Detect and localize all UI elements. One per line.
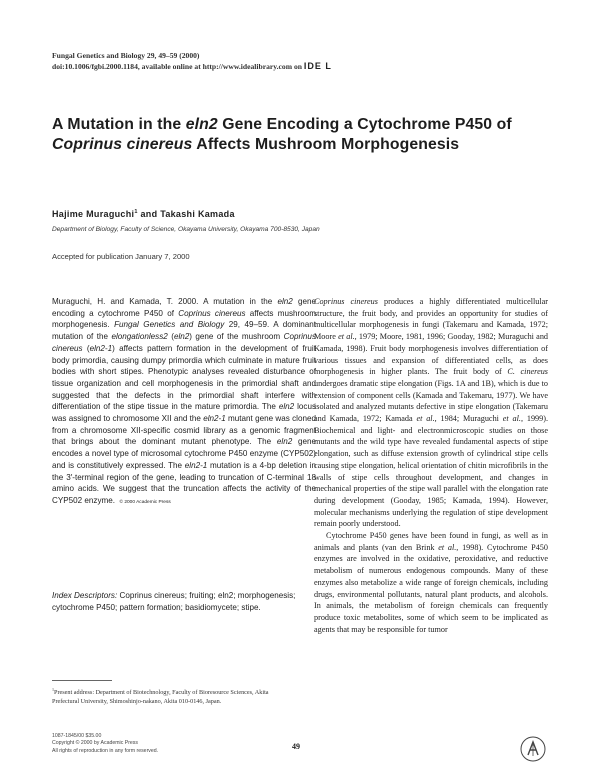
abstract-text: ) affects pattern formation in the development of fruit body primordia, causing dumpy primordia which culminate in mature fruit bodies with short stipes. Phenotypic analyses revealed disturbance of tissue organization and cell morphogenesis in the primordial shaft and suggested that the defects in the primordial shaft interfere with differentiation of the stipe tissue in the mature primordia. The — [52, 343, 316, 412]
abstract-italic: eln2 — [277, 297, 293, 306]
body-italic: et al. — [438, 542, 457, 552]
footnote-divider — [52, 680, 112, 681]
descriptors-label: Index Descriptors: — [52, 591, 118, 600]
abstract-copyright: © 2000 Academic Press — [119, 499, 171, 505]
author-name: and Takashi Kamada — [137, 209, 235, 219]
abstract-text: gene encodes a novel type of microsomal cytochrome P450 enzyme (CYP502) and is constitutively expressed. The — [52, 437, 316, 470]
abstract-italic: eln2 — [276, 437, 293, 447]
journal-doi-line — [52, 61, 552, 72]
rights-line: All rights of reproduction in any form reserved. — [52, 747, 159, 754]
body-span: produces a highly differentiated multicellular structure, the fruit body, and provides an opportunity for studies of multicellular morphogenesis in fungi (Takemaru and Kamada, 1972; Moore — [314, 297, 548, 342]
title-part: Affects Mushroom Morphogenesis — [192, 136, 460, 153]
author-list — [52, 209, 235, 219]
body-span: , 1979; Moore, 1981, 1996; Gooday, 1982; Muraguchi and Kamada, 1998). Fruit body morphogenesis involves differentiation of various tissues and expansion of differentiated cells, as does morphogenesis in higher plants. The fruit body of — [314, 332, 549, 377]
author-footnote-mark: 1 — [134, 209, 138, 215]
body-span: undergoes dramatic stipe elongation (Figs. 1A and 1B), which is due to extension of component cells (Kamada and Takemaru, 1977). We have isolated and analyzed mutants defective in stipe elongation (Takemaru and Kamada, 1972; Kamada — [314, 378, 548, 424]
body-paragraph — [314, 530, 548, 635]
title-part: A Mutation in the — [52, 116, 186, 133]
body-span: , 1984; Muraguchi — [434, 414, 503, 424]
abstract-text: ( — [82, 343, 90, 353]
abstract-italic: eln2-1 — [203, 414, 226, 424]
abstract-text: mutant gene was cloned from a chromosome XII-specific cosmid library as a genomic fragment that brings about the dominant mutant phenotype. The — [52, 414, 316, 447]
body-italic: et al. — [338, 332, 355, 342]
body-span: , 1999). Biochemical and light- and electronmicroscopic studies on those mutants and the wild type have revealed fundamental aspects of stipe elongation, such as diffuse extension growth of cylindrical stipe cells causing stipe elongation, helical orientation of chitin microfibrils in the walls of stipe cells throughout development, and changes in mechanical properties of the stipe wall parallel with the elongation rate during development (Gooday, 1985; Kamada, 1994). However, molecular mechanisms underlying the regulation of stipe development remain poorly understood. — [314, 414, 548, 529]
copyright-line: Copyright © 2000 by Academic Press — [52, 740, 138, 747]
abstract-text: 29, 49–59. A dominant mutation of the — [52, 320, 316, 342]
descriptors-terms: Coprinus cinereus; fruiting; eln2; morphogenesis; cytochrome P450; pattern formation; basidiomycete; stipe. — [52, 591, 296, 612]
abstract-italic: eln2-1 — [89, 343, 113, 353]
copyright-notice — [52, 733, 158, 755]
journal-doi: doi:10.1006/fgbi.2000.1184, available online at http://www.idealibrary.com on — [52, 62, 302, 71]
abstract-text: ) gene of the mushroom — [189, 332, 284, 342]
body-italic: et al. — [502, 414, 521, 424]
body-italic: C. cinereus — [507, 367, 548, 377]
footnote-mark: 1 — [52, 687, 54, 692]
abstract-text: ( — [167, 332, 174, 342]
abstract-italic: eln2 — [278, 402, 295, 412]
author-name: Hajime Muraguchi — [52, 209, 135, 219]
footnote — [52, 686, 292, 707]
journal-header — [52, 50, 552, 72]
accepted-date: Accepted for publication January 7, 2000 — [52, 252, 190, 261]
title-species: Coprinus cinereus — [52, 136, 193, 153]
journal-citation: Fungal Genetics and Biology 29, 49–59 (2000) — [52, 51, 200, 60]
abstract-italic: Coprinus cinereus — [178, 308, 246, 318]
abstract-text: affects mushroom morphogenesis. — [52, 308, 316, 330]
footnote-text: Present address: Department of Biotechnology, Faculty of Bioresource Sciences, Akita Prefectural University, Shimoshinjo-nakano, Akita 010-0146, Japan. — [52, 689, 269, 705]
academic-press-logo-icon — [520, 736, 546, 762]
body-text — [314, 296, 548, 635]
body-paragraph — [314, 296, 548, 530]
abstract-italic: Fungal Genetics and Biology — [114, 320, 225, 330]
abstract-text: gene encoding a cytochrome P450 of — [52, 297, 316, 318]
abstract-text: locus was assigned to chromosome XII and the — [52, 402, 316, 424]
title-gene: eln2 — [185, 116, 218, 133]
abstract-italic: Coprinus cinereus — [52, 332, 316, 353]
abstract-text: Muraguchi, H. and Kamada, T. 2000. A mutation in the — [52, 297, 278, 306]
affiliation: Department of Biology, Faculty of Science, Okayama University, Okayama 700-8530, Japan — [52, 226, 320, 233]
page-number: 49 — [292, 742, 300, 751]
index-descriptors — [52, 590, 316, 613]
abstract-italic: eln2-1 — [184, 460, 208, 470]
article-title — [52, 115, 552, 155]
body-span: , 1998). Cytochrome P450 enzymes are involved in the oxidative, peroxidative, and reductive metabolism of numerous endogenous compounds. Many of these enzymes also metabolize a wide range of foreign chemicals, including drugs, environmental pollutants, natural plant products, and alcohols. In animals, the metabolism of foreign chemicals can frequently produce toxic metabolites, some of which seem to be implicated as agents that may be responsible for tumor — [314, 542, 548, 634]
title-part: Gene Encoding a Cytochrome P450 of — [217, 116, 512, 133]
body-span: Cytochrome P450 genes have been found in fungi, as well as in animals and plants (van den Brink — [314, 531, 548, 552]
body-italic: et al. — [416, 414, 435, 424]
abstract-text: mutation is a 4-bp deletion in the 3′-terminal region of the gene, leading to truncation of C-terminal 18 amino acids. We suggest that the truncation affects the activity of the CYP502 enzyme. — [52, 460, 316, 505]
body-italic: Coprinus cinereus — [314, 297, 378, 306]
issn-price: 1087-1845/00 $35.00 — [52, 733, 102, 739]
ideal-logo: IDE L — [303, 61, 332, 71]
abstract-italic: eln2 — [173, 332, 190, 342]
abstract-italic: elongationless2 — [111, 332, 168, 342]
abstract — [52, 296, 316, 509]
